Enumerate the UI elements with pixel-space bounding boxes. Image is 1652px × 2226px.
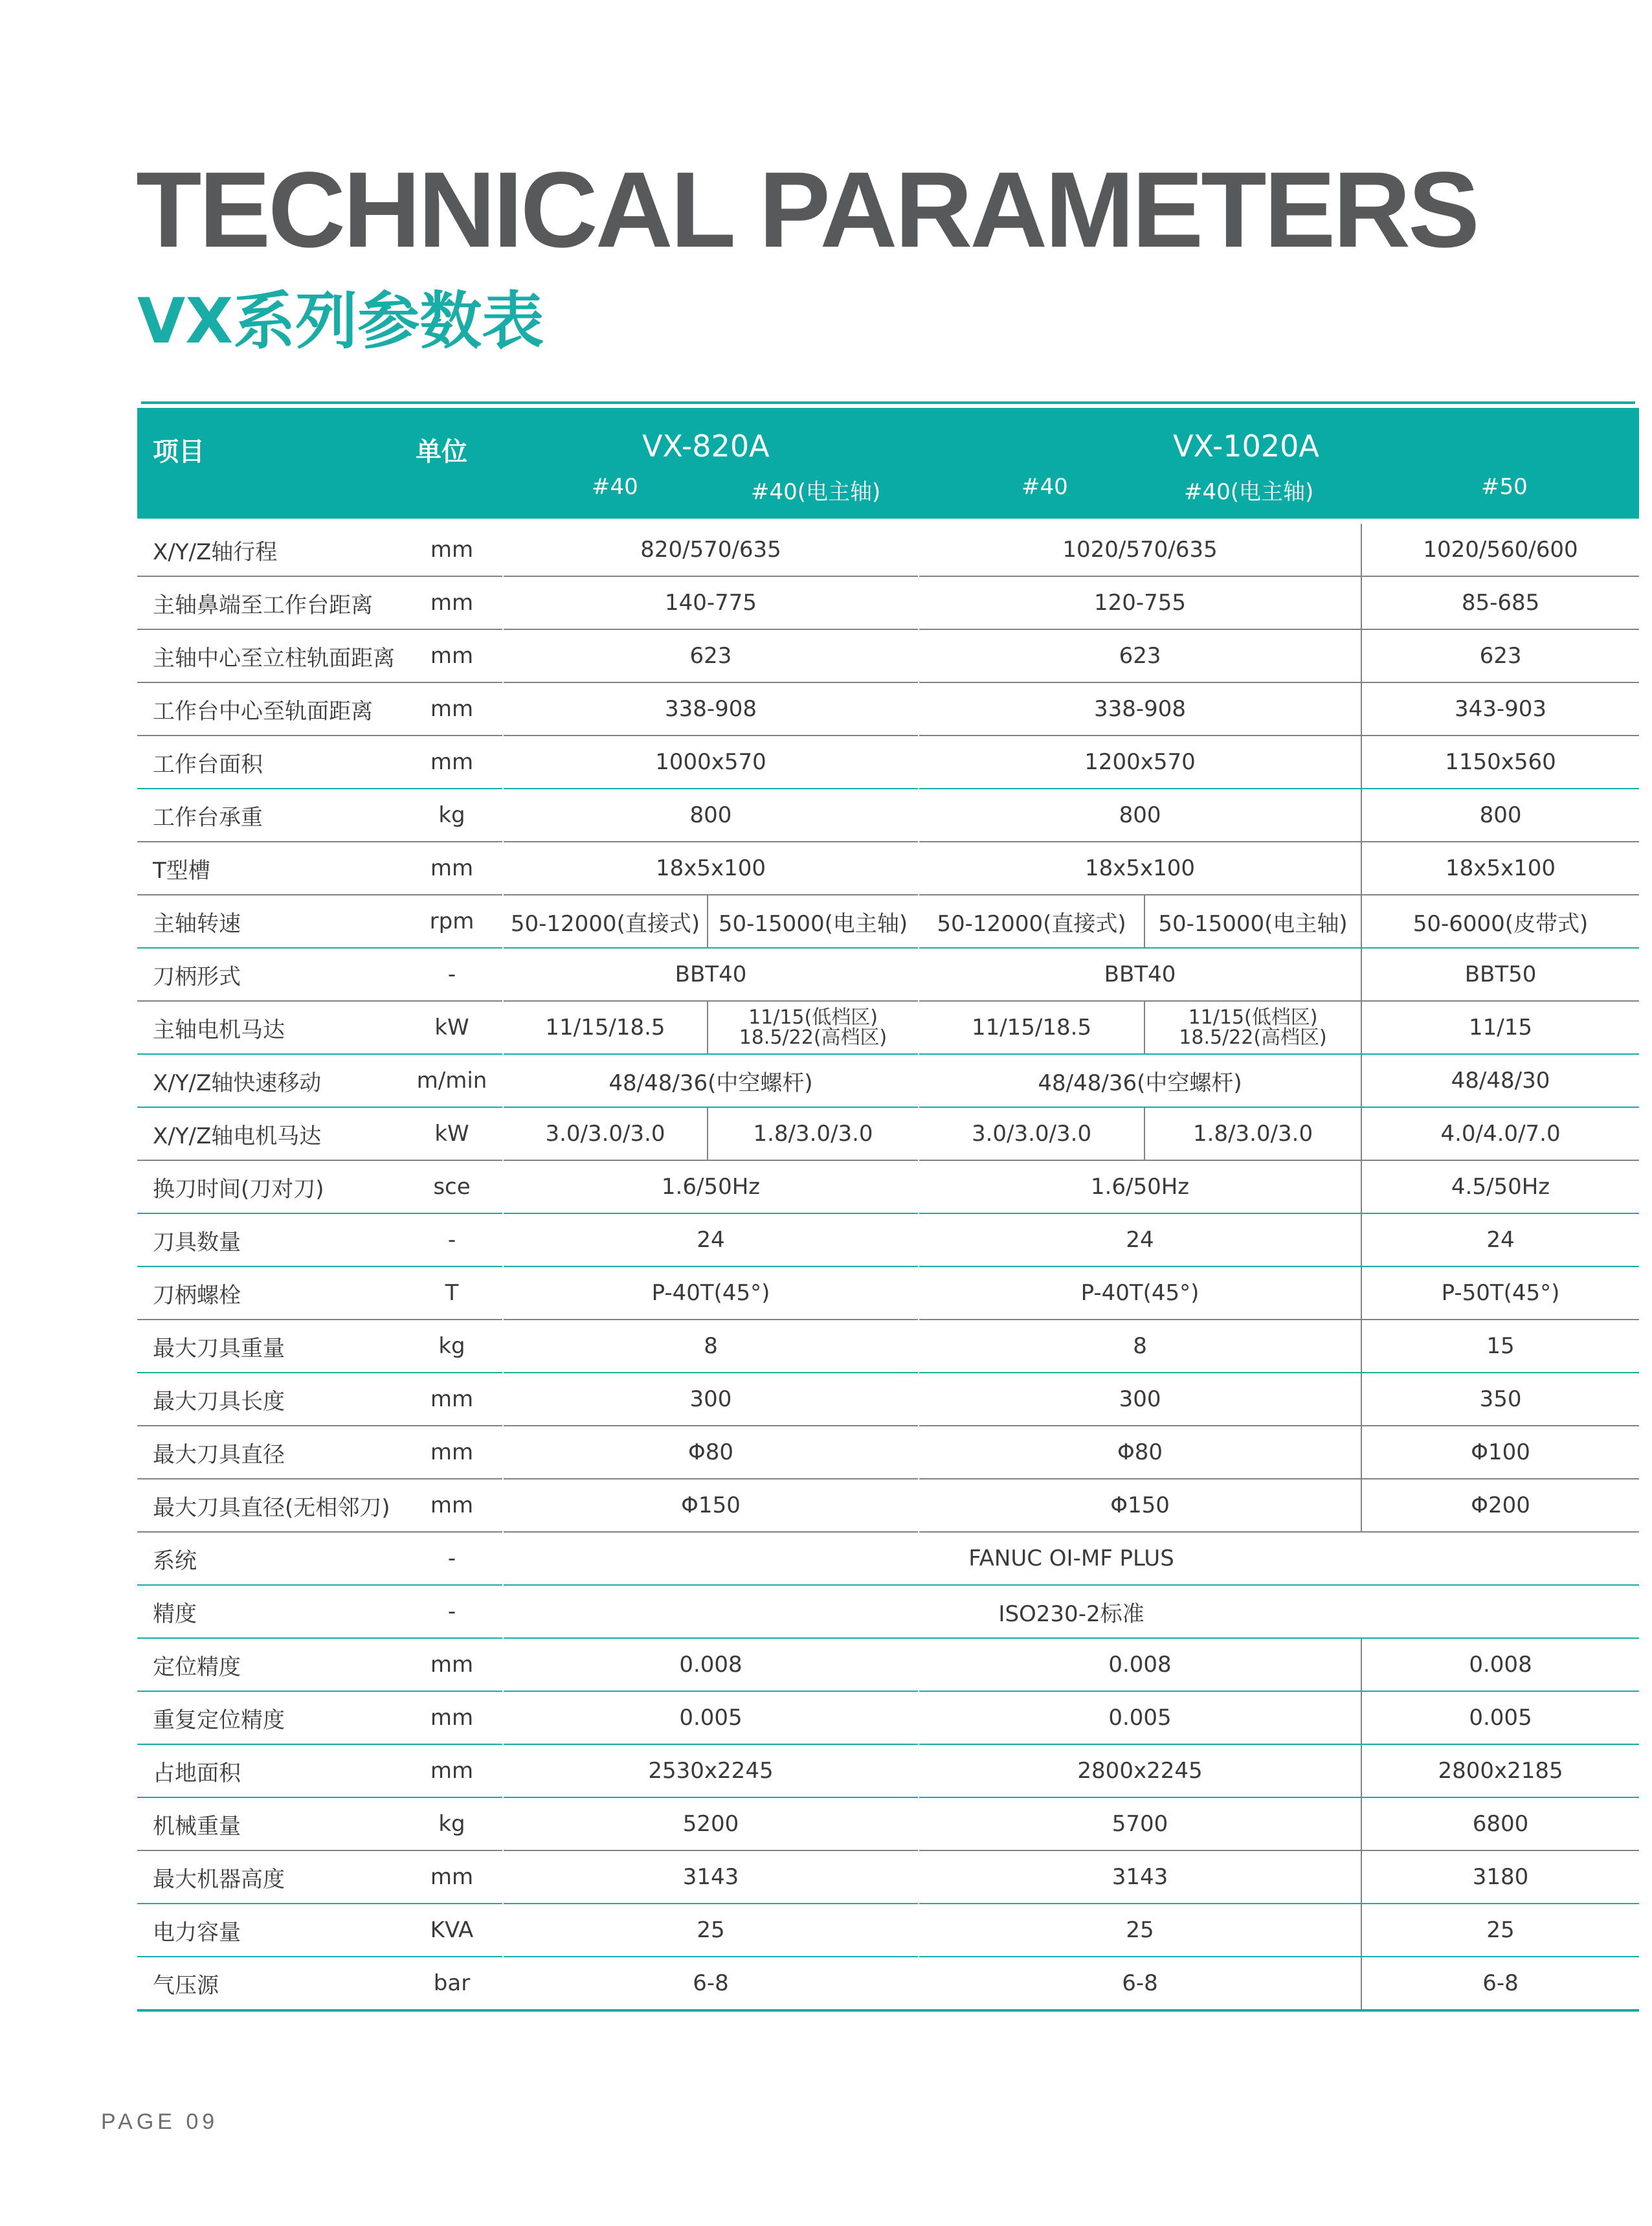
header-sub-b50: #50 xyxy=(1481,474,1528,500)
value-vx1020a-50: 1020/560/600 xyxy=(1361,524,1639,576)
param-name: 最大刀具直径(无相邻刀) xyxy=(137,1479,401,1532)
value-line: 18.5/22(高档区) xyxy=(739,1026,887,1049)
value-vx820a: 48/48/36(中空螺杆) xyxy=(504,1054,918,1107)
param-name: 电力容量 xyxy=(137,1904,401,1957)
value-vx1020a: 5700 xyxy=(919,1797,1361,1850)
param-name: 工作台面积 xyxy=(137,736,401,789)
param-name: 占地面积 xyxy=(137,1744,401,1797)
param-unit: kW xyxy=(401,1107,502,1160)
value-vx820a-40: 11/15/18.5 xyxy=(504,1001,708,1054)
table-row xyxy=(137,629,1639,682)
table-row xyxy=(137,524,1639,576)
value-vx1020a: 300 xyxy=(919,1373,1361,1426)
table-row xyxy=(137,1266,1639,1320)
value-vx1020a: 0.008 xyxy=(919,1638,1361,1691)
value-vx1020a: 24 xyxy=(919,1213,1361,1266)
value-vx1020a: 6-8 xyxy=(919,1957,1361,2010)
table-row xyxy=(137,842,1639,895)
value-vx1020a-50: 623 xyxy=(1361,629,1639,682)
value-vx1020a: 18x5x100 xyxy=(919,842,1361,895)
param-unit: sce xyxy=(401,1160,502,1213)
value-vx1020a-50: 50-6000(皮带式) xyxy=(1361,895,1639,948)
value-vx1020a-50: 2800x2185 xyxy=(1361,1744,1639,1797)
value-vx1020a: 25 xyxy=(919,1904,1361,1957)
value-vx1020a-50: 24 xyxy=(1361,1213,1639,1266)
value-vx1020a-40: 11/15/18.5 xyxy=(919,1001,1144,1054)
param-unit: T xyxy=(401,1266,502,1320)
table-row xyxy=(137,1479,1639,1532)
value-vx820a-40e: 1.8/3.0/3.0 xyxy=(708,1107,918,1160)
value-vx1020a-50: P-50T(45°) xyxy=(1361,1266,1639,1320)
param-name: 系统 xyxy=(137,1532,401,1585)
table-header xyxy=(137,408,1639,519)
value-all-models: FANUC OI-MF PLUS xyxy=(504,1532,1639,1585)
value-vx820a: 1.6/50Hz xyxy=(504,1160,918,1213)
header-item: 项目 xyxy=(153,437,205,467)
value-vx1020a-50: 343-903 xyxy=(1361,682,1639,736)
value-vx1020a: 1.6/50Hz xyxy=(919,1160,1361,1213)
header-model-vx820a: VX-820A xyxy=(642,429,770,464)
value-vx820a: 0.005 xyxy=(504,1691,918,1744)
value-line: 18.5/22(高档区) xyxy=(1179,1026,1327,1049)
param-name: 重复定位精度 xyxy=(137,1691,401,1744)
param-unit: kg xyxy=(401,1320,502,1373)
param-name: X/Y/Z轴行程 xyxy=(137,524,401,576)
value-vx1020a-50: 1150x560 xyxy=(1361,736,1639,789)
param-name: 定位精度 xyxy=(137,1638,401,1691)
table-row xyxy=(137,1054,1639,1107)
table-row xyxy=(137,1213,1639,1266)
value-vx1020a: 1020/570/635 xyxy=(919,524,1361,576)
value-vx820a: Φ150 xyxy=(504,1479,918,1532)
value-vx820a: 1000x570 xyxy=(504,736,918,789)
param-name: T型槽 xyxy=(137,842,401,895)
value-vx820a: 300 xyxy=(504,1373,918,1426)
param-unit: - xyxy=(401,1213,502,1266)
param-unit: KVA xyxy=(401,1904,502,1957)
value-vx1020a: Φ150 xyxy=(919,1479,1361,1532)
param-name: 主轴中心至立柱轨面距离 xyxy=(137,629,401,682)
param-name: 主轴电机马达 xyxy=(137,1001,401,1054)
value-vx1020a-50: 6-8 xyxy=(1361,1957,1639,2010)
table-row xyxy=(137,789,1639,842)
value-vx820a: 0.008 xyxy=(504,1638,918,1691)
param-unit: mm xyxy=(401,736,502,789)
value-vx820a: 140-775 xyxy=(504,576,918,629)
table-row xyxy=(137,1744,1639,1797)
param-unit: - xyxy=(401,1532,502,1585)
value-vx820a: 2530x2245 xyxy=(504,1744,918,1797)
param-name: X/Y/Z轴电机马达 xyxy=(137,1107,401,1160)
value-vx1020a: 623 xyxy=(919,629,1361,682)
param-name: 最大刀具长度 xyxy=(137,1373,401,1426)
param-name: 精度 xyxy=(137,1585,401,1638)
value-vx1020a-40: 3.0/3.0/3.0 xyxy=(919,1107,1144,1160)
param-unit: - xyxy=(401,1585,502,1638)
table-row xyxy=(137,1638,1639,1691)
table-row xyxy=(137,1320,1639,1373)
param-unit: mm xyxy=(401,1691,502,1744)
header-sub-a40e: #40(电主轴) xyxy=(751,479,881,505)
value-vx1020a: 8 xyxy=(919,1320,1361,1373)
value-vx820a: 18x5x100 xyxy=(504,842,918,895)
parameters-table xyxy=(137,408,1639,2012)
value-vx820a: 800 xyxy=(504,789,918,842)
value-vx1020a-40e xyxy=(1144,1001,1361,1054)
value-vx1020a-50: 0.008 xyxy=(1361,1638,1639,1691)
param-unit: mm xyxy=(401,1373,502,1426)
value-vx1020a: 338-908 xyxy=(919,682,1361,736)
param-unit: m/min xyxy=(401,1054,502,1107)
value-vx1020a: Φ80 xyxy=(919,1426,1361,1479)
value-vx1020a: 0.005 xyxy=(919,1691,1361,1744)
value-vx1020a-50: 11/15 xyxy=(1361,1001,1639,1054)
table-row xyxy=(137,1957,1639,2010)
table-row xyxy=(137,736,1639,789)
value-vx1020a: 48/48/36(中空螺杆) xyxy=(919,1054,1361,1107)
table-row xyxy=(137,1001,1639,1054)
param-name: 最大机器高度 xyxy=(137,1850,401,1904)
param-unit: bar xyxy=(401,1957,502,2010)
param-name: 刀柄螺栓 xyxy=(137,1266,401,1320)
value-vx1020a: 1200x570 xyxy=(919,736,1361,789)
param-name: X/Y/Z轴快速移动 xyxy=(137,1054,401,1107)
value-line: 11/15(低档区) xyxy=(1188,1006,1318,1029)
value-vx820a-40: 50-12000(直接式) xyxy=(504,895,708,948)
param-unit: mm xyxy=(401,842,502,895)
spec-table xyxy=(137,524,1639,2012)
param-name: 工作台承重 xyxy=(137,789,401,842)
value-vx1020a-50: 4.0/4.0/7.0 xyxy=(1361,1107,1639,1160)
header-unit: 单位 xyxy=(416,437,467,467)
value-vx820a: 24 xyxy=(504,1213,918,1266)
value-vx820a: 3143 xyxy=(504,1850,918,1904)
value-all-models: ISO230-2标准 xyxy=(504,1585,1639,1638)
param-name: 机械重量 xyxy=(137,1797,401,1850)
param-unit: rpm xyxy=(401,895,502,948)
value-vx820a: Φ80 xyxy=(504,1426,918,1479)
table-row xyxy=(137,1691,1639,1744)
value-vx820a: 25 xyxy=(504,1904,918,1957)
value-vx1020a-50: 6800 xyxy=(1361,1797,1639,1850)
param-unit: kg xyxy=(401,789,502,842)
value-vx820a: 5200 xyxy=(504,1797,918,1850)
param-unit: - xyxy=(401,948,502,1001)
param-unit: mm xyxy=(401,1479,502,1532)
table-row xyxy=(137,1426,1639,1479)
param-name: 主轴转速 xyxy=(137,895,401,948)
param-unit: kg xyxy=(401,1797,502,1850)
page-title: TECHNICAL PARAMETERS xyxy=(136,150,1477,270)
table-row xyxy=(137,1904,1639,1957)
param-name: 工作台中心至轨面距离 xyxy=(137,682,401,736)
param-unit: mm xyxy=(401,524,502,576)
table-row xyxy=(137,1160,1639,1213)
param-name: 气压源 xyxy=(137,1957,401,2010)
param-unit: mm xyxy=(401,1744,502,1797)
value-vx1020a-50: Φ200 xyxy=(1361,1479,1639,1532)
header-sub-b40: #40 xyxy=(1021,474,1068,500)
value-vx820a-40e xyxy=(708,1001,918,1054)
value-vx1020a: 120-755 xyxy=(919,576,1361,629)
table-row xyxy=(137,948,1639,1001)
value-vx1020a: 2800x2245 xyxy=(919,1744,1361,1797)
value-line: 11/15(低档区) xyxy=(748,1006,878,1029)
page-subtitle: VX系列参数表 xyxy=(137,285,544,357)
value-vx1020a: BBT40 xyxy=(919,948,1361,1001)
value-vx1020a: P-40T(45°) xyxy=(919,1266,1361,1320)
value-vx1020a-50: 0.005 xyxy=(1361,1691,1639,1744)
value-vx1020a-50: 18x5x100 xyxy=(1361,842,1639,895)
value-vx1020a-50: 350 xyxy=(1361,1373,1639,1426)
table-row xyxy=(137,1107,1639,1160)
table-row xyxy=(137,682,1639,736)
value-vx1020a-50: 25 xyxy=(1361,1904,1639,1957)
table-row xyxy=(137,895,1639,948)
value-vx1020a-50: 800 xyxy=(1361,789,1639,842)
value-vx1020a-50: 85-685 xyxy=(1361,576,1639,629)
table-row xyxy=(137,576,1639,629)
value-vx1020a-40e: 1.8/3.0/3.0 xyxy=(1144,1107,1361,1160)
value-vx1020a-50: 4.5/50Hz xyxy=(1361,1160,1639,1213)
param-unit: mm xyxy=(401,682,502,736)
table-row xyxy=(137,1585,1639,1638)
param-unit: mm xyxy=(401,629,502,682)
value-vx820a: BBT40 xyxy=(504,948,918,1001)
value-vx1020a-50: Φ100 xyxy=(1361,1426,1639,1479)
param-name: 最大刀具重量 xyxy=(137,1320,401,1373)
param-name: 刀具数量 xyxy=(137,1213,401,1266)
param-unit: mm xyxy=(401,1850,502,1904)
table-row xyxy=(137,1373,1639,1426)
value-vx820a-40: 3.0/3.0/3.0 xyxy=(504,1107,708,1160)
value-vx820a: 338-908 xyxy=(504,682,918,736)
value-vx1020a: 800 xyxy=(919,789,1361,842)
value-vx820a: 6-8 xyxy=(504,1957,918,2010)
param-name: 最大刀具直径 xyxy=(137,1426,401,1479)
param-name: 主轴鼻端至工作台距离 xyxy=(137,576,401,629)
value-vx820a: 623 xyxy=(504,629,918,682)
table-row xyxy=(137,1850,1639,1904)
value-vx820a: P-40T(45°) xyxy=(504,1266,918,1320)
header-sub-a40: #40 xyxy=(592,474,638,500)
value-vx1020a: 3143 xyxy=(919,1850,1361,1904)
value-vx1020a-50: 48/48/30 xyxy=(1361,1054,1639,1107)
page-number: PAGE 09 xyxy=(101,2109,219,2134)
table-row xyxy=(137,1532,1639,1585)
param-name: 换刀时间(刀对刀) xyxy=(137,1160,401,1213)
value-vx820a: 8 xyxy=(504,1320,918,1373)
param-name: 刀柄形式 xyxy=(137,948,401,1001)
param-unit: mm xyxy=(401,1426,502,1479)
value-vx1020a-40e: 50-15000(电主轴) xyxy=(1144,895,1361,948)
value-vx1020a-50: BBT50 xyxy=(1361,948,1639,1001)
param-unit: kW xyxy=(401,1001,502,1054)
param-unit: mm xyxy=(401,576,502,629)
value-vx820a: 820/570/635 xyxy=(504,524,918,576)
value-vx1020a-40: 50-12000(直接式) xyxy=(919,895,1144,948)
value-vx820a-40e: 50-15000(电主轴) xyxy=(708,895,918,948)
value-vx1020a-50: 15 xyxy=(1361,1320,1639,1373)
header-model-vx1020a: VX-1020A xyxy=(1173,429,1319,464)
header-sub-b40e: #40(电主轴) xyxy=(1184,479,1314,505)
table-row xyxy=(137,1797,1639,1850)
value-vx1020a-50: 3180 xyxy=(1361,1850,1639,1904)
param-unit: mm xyxy=(401,1638,502,1691)
